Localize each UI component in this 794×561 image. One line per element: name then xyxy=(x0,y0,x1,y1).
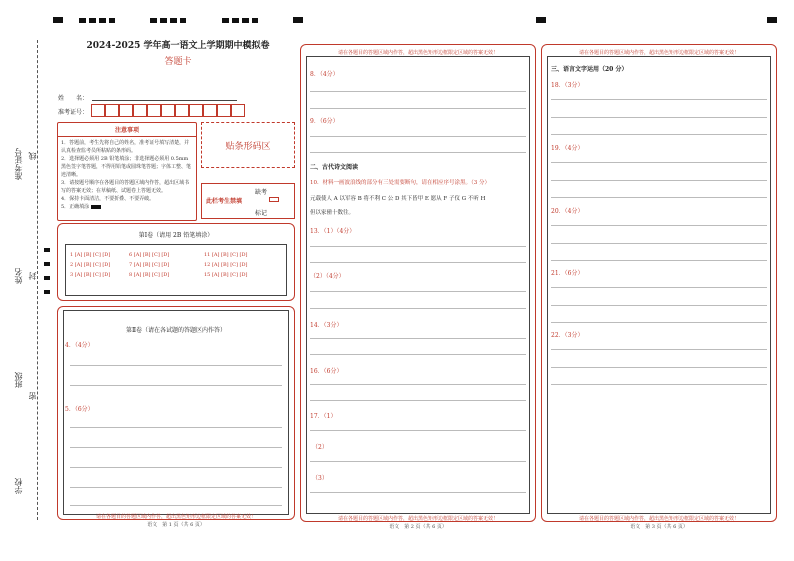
page-title: 2024-2025 学年高一语文上学期期中模拟卷 xyxy=(86,41,270,51)
notice-item: 3．请按题号顺序在各题目的答题区域内作答，超出区域书写的答案无效；在草稿纸、试题卷上答题无效。 xyxy=(61,180,190,194)
absent-right-bottom: 标记 xyxy=(255,210,268,217)
timing-mark xyxy=(44,262,50,266)
q13-2-label: （2）（4分） xyxy=(310,273,345,280)
side-label-feng: 封 xyxy=(28,272,37,280)
timing-mark xyxy=(44,248,50,252)
answer-line[interactable] xyxy=(551,305,767,306)
choice-row[interactable]: 8 [A] [B] [C] [D] xyxy=(129,272,170,278)
footer-page1: 语文 第 1 页（共 6 页） xyxy=(147,522,205,528)
absent-mark-box[interactable] xyxy=(269,197,279,202)
position-mark xyxy=(767,17,777,23)
side-label-xuexiao: 学校 xyxy=(14,478,23,494)
timing-mark xyxy=(44,276,50,280)
notice-item: 2．选择题必须用 2B 铅笔填涂；非选择题必须用 0.5mm 黑色签字笔答题，不得用铅笔或圆珠笔答题；字体工整、笔迹清晰。 xyxy=(61,156,192,178)
warning-bottom: 请在各题目的答题区域内作答，超出黑色矩形边框限定区域的答案无效！ xyxy=(578,516,739,522)
timing-mark xyxy=(150,18,186,23)
answer-line[interactable] xyxy=(551,367,767,368)
q17-label: 17．（1） xyxy=(310,413,337,420)
footer-page2: 语文 第 2 页（共 6 页） xyxy=(389,524,447,530)
fill-sample xyxy=(91,205,101,209)
answer-line[interactable] xyxy=(551,384,767,385)
answer-line[interactable] xyxy=(551,225,767,226)
absent-right-top: 缺考 xyxy=(255,189,268,196)
barcode-area xyxy=(201,122,295,168)
choice-row[interactable]: 3 [A] [B] [C] [D] xyxy=(70,272,111,278)
answer-line[interactable] xyxy=(551,322,767,323)
answer-line[interactable] xyxy=(310,136,526,137)
q20-label: 20．（4分） xyxy=(551,208,584,215)
answer-line[interactable] xyxy=(310,246,526,247)
absent-label: 此栏考生禁填 xyxy=(206,198,243,205)
choice-row[interactable]: 2 [A] [B] [C] [D] xyxy=(70,262,111,268)
warning-bottom: 请在各题目的答题区域内作答，超出黑色矩形边框限定区域的答案无效！ xyxy=(337,516,498,522)
answer-line[interactable] xyxy=(310,308,526,309)
part2-inner xyxy=(63,310,289,515)
answer-line[interactable] xyxy=(70,505,282,506)
answer-line[interactable] xyxy=(310,354,526,355)
name-label: 姓 名： xyxy=(58,95,89,102)
answer-line[interactable] xyxy=(551,117,767,118)
q4-label: 4．（4分） xyxy=(65,342,94,349)
q8-label: 8．（4分） xyxy=(310,71,339,78)
page2-inner xyxy=(306,56,530,514)
answer-line[interactable] xyxy=(70,467,282,468)
warning-bottom: 请在各题目的答题区域内作答，超出黑色矩形边框限定区域的答案无效！ xyxy=(95,514,256,520)
binding-line xyxy=(37,40,38,520)
page-subtitle: 答题卡 xyxy=(164,57,192,67)
q9-label: 9．（6分） xyxy=(310,118,339,125)
choice-row[interactable]: 1 [A] [B] [C] [D] xyxy=(70,252,111,258)
warning-top: 请在各题目的答题区域内作答，超出黑色矩形边框限定区域的答案无效！ xyxy=(337,50,498,56)
page3-frame xyxy=(541,44,777,522)
answer-line[interactable] xyxy=(70,427,282,428)
answer-line[interactable] xyxy=(70,487,282,488)
position-mark xyxy=(293,17,303,23)
answer-line[interactable] xyxy=(310,400,526,401)
id-label: 准考证号： xyxy=(58,109,89,116)
answer-line[interactable] xyxy=(310,91,526,92)
name-underline xyxy=(92,100,237,101)
notice-box xyxy=(57,122,197,221)
q21-label: 21．（6分） xyxy=(551,270,584,277)
answer-line[interactable] xyxy=(551,349,767,350)
part2-box xyxy=(57,306,295,520)
section3-title: 三、语言文字运用（20 分） xyxy=(551,66,628,73)
timing-mark xyxy=(222,18,258,23)
q14-label: 14．（3分） xyxy=(310,322,343,329)
q17-3-label: （3） xyxy=(312,475,328,482)
timing-mark xyxy=(79,18,115,23)
answer-line[interactable] xyxy=(551,260,767,261)
q17-2-label: （2） xyxy=(312,444,328,451)
answer-line[interactable] xyxy=(70,447,282,448)
answer-line[interactable] xyxy=(551,134,767,135)
notice-item: 1．答题前，考生先将自己的姓名，准考证号填写清楚，并认真检查监考员所粘贴的条形码。 xyxy=(61,140,190,154)
part1-box xyxy=(57,223,295,301)
notice-item: 4．保持卡面清洁，不要折叠、不要弄破。 xyxy=(61,196,155,202)
page3-inner xyxy=(547,56,771,514)
answer-line[interactable] xyxy=(310,291,526,292)
choice-row[interactable]: 6 [A] [B] [C] [D] xyxy=(129,252,170,258)
barcode-label: 贴条形码区 xyxy=(225,142,271,152)
answer-line[interactable] xyxy=(551,162,767,163)
notice-title: 注意事项 xyxy=(58,123,196,137)
side-label-zkzh: 准考证号 xyxy=(14,148,23,180)
answer-line[interactable] xyxy=(551,243,767,244)
absent-box xyxy=(201,183,295,219)
timing-mark xyxy=(44,290,50,294)
answer-line[interactable] xyxy=(310,338,526,339)
position-mark xyxy=(53,17,63,23)
side-label-mi: 密 xyxy=(28,392,37,400)
position-mark xyxy=(536,17,546,23)
choice-row[interactable]: 11 [A] [B] [C] [D] xyxy=(204,252,248,258)
footer-page3: 语文 第 3 页（共 6 页） xyxy=(630,524,688,530)
side-label-banji: 班级 xyxy=(14,372,23,388)
answer-line[interactable] xyxy=(310,384,526,385)
part1-title: 第Ⅰ卷（请用 2B 铅笔填涂） xyxy=(138,232,214,239)
choice-row[interactable]: 12 [A] [B] [C] [D] xyxy=(204,262,248,268)
answer-line[interactable] xyxy=(551,180,767,181)
q18-label: 18．（3分） xyxy=(551,82,584,89)
q10-label: 10．材料一画波浪线的部分有三处需要断句，请在相应序号涂黑。（3 分） xyxy=(310,180,490,186)
q10-text[interactable]: 元载使人 A 以军容 B 将不利 C 公 D 其下皆甲 E 愿从 F 子仪 G 不听 H xyxy=(310,196,486,202)
q13-1-label: 13．（1）（4分） xyxy=(310,228,356,235)
answer-line[interactable] xyxy=(310,461,526,462)
side-label-xian: 线 xyxy=(28,152,37,160)
q16-label: 16．（6分） xyxy=(310,368,343,375)
choice-row[interactable]: 7 [A] [B] [C] [D] xyxy=(129,262,170,268)
answer-line[interactable] xyxy=(310,492,526,493)
answer-line[interactable] xyxy=(551,287,767,288)
answer-line[interactable] xyxy=(310,262,526,263)
q19-label: 19．（4分） xyxy=(551,145,584,152)
q10-text2: 但以家僮十数往。 xyxy=(310,210,355,216)
warning-top: 请在各题目的答题区域内作答，超出黑色矩形边框限定区域的答案无效！ xyxy=(578,50,739,56)
part2-title: 第Ⅱ卷（请在各试题的答题区内作答） xyxy=(125,327,227,334)
notice-item: 5．正确填涂 xyxy=(61,204,90,210)
answer-line[interactable] xyxy=(310,430,526,431)
answer-line[interactable] xyxy=(551,99,767,100)
choice-row[interactable]: 15 [A] [B] [C] [D] xyxy=(204,272,248,278)
section2-title: 二、古代诗文阅读 xyxy=(310,164,359,171)
answer-line[interactable] xyxy=(70,365,282,366)
q22-label: 22．（3分） xyxy=(551,332,584,339)
side-label-xingming: 姓名 xyxy=(14,268,23,284)
answer-line[interactable] xyxy=(70,385,282,386)
answer-line[interactable] xyxy=(551,197,767,198)
q5-label: 5．（6分） xyxy=(65,406,94,413)
answer-line[interactable] xyxy=(310,108,526,109)
answer-line[interactable] xyxy=(310,152,526,153)
